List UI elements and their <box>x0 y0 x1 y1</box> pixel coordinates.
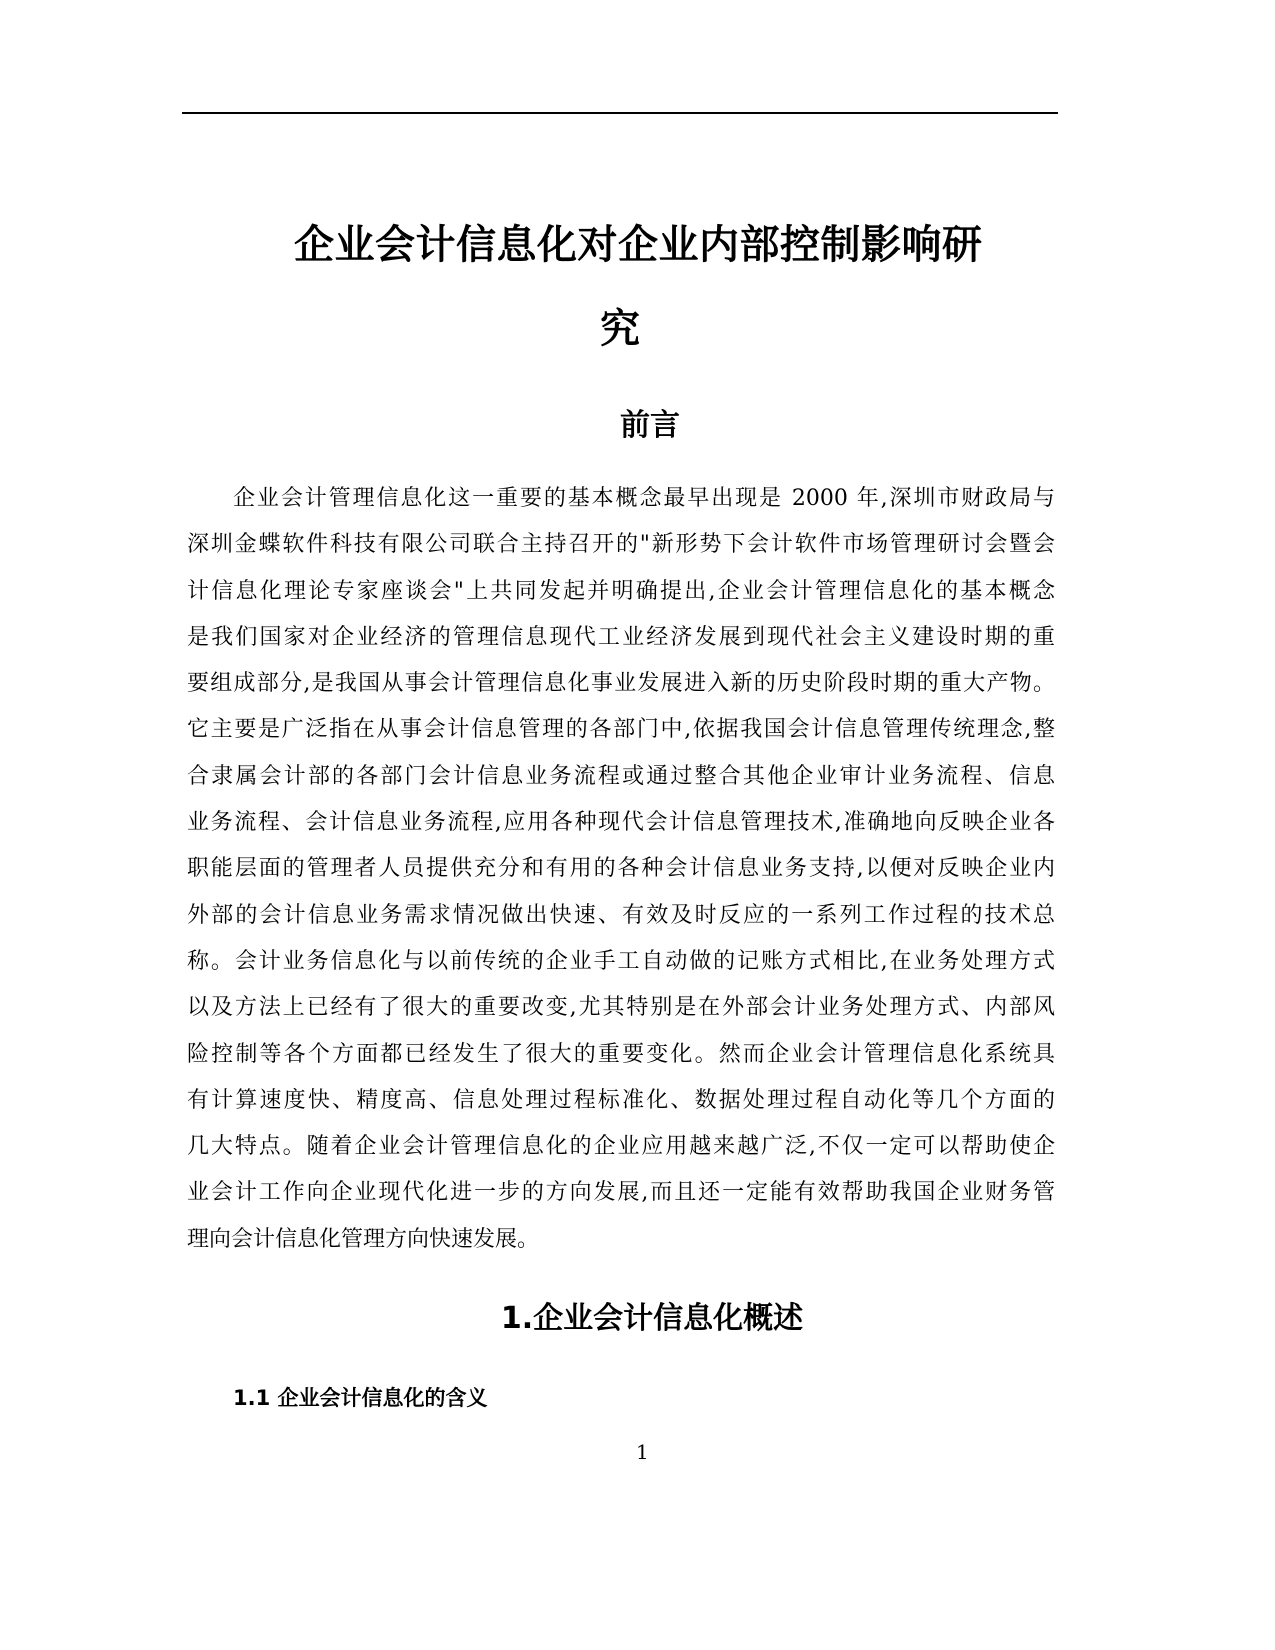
paragraph-line: 它主要是广泛指在从事会计信息管理的各部门中,依据我国会计信息管理传统理念,整 <box>187 717 1055 743</box>
paragraph-line: 业务流程、会计信息业务流程,应用各种现代会计信息管理技术,准确地向反映企业各 <box>187 810 1055 836</box>
preface-heading: 前言 <box>620 408 680 443</box>
paragraph-line: 业会计工作向企业现代化进一步的方向发展,而且还一定能有效帮助我国企业财务管 <box>187 1180 1055 1206</box>
paragraph-line: 几大特点。随着企业会计管理信息化的企业应用越来越广泛,不仅一定可以帮助使企 <box>187 1134 1055 1160</box>
paragraph-line: 称。会计业务信息化与以前传统的企业手工自动做的记账方式相比,在业务处理方式 <box>187 948 1055 974</box>
paragraph-line: 理向会计信息化管理方向快速发展。 <box>187 1226 540 1252</box>
paragraph-line: 企业会计管理信息化这一重要的基本概念最早出现是 2000 年,深圳市财政局与 <box>233 486 1055 511</box>
paragraph-line: 深圳金蝶软件科技有限公司联合主持召开的"新形势下会计软件市场管理研讨会暨会 <box>187 532 1055 558</box>
paragraph-line: 险控制等各个方面都已经发生了很大的重要变化。然而企业会计管理信息化系统具 <box>187 1041 1055 1067</box>
paragraph-line: 合隶属会计部的各部门会计信息业务流程或通过整合其他企业审计业务流程、信息 <box>187 763 1055 789</box>
paragraph-line: 外部的会计信息业务需求情况做出快速、有效及时反应的一系列工作过程的技术总 <box>187 902 1055 928</box>
section-1-heading: 1.企业会计信息化概述 <box>500 1301 804 1336</box>
section-1-1-heading: 1.1 企业会计信息化的含义 <box>233 1386 488 1410</box>
paragraph-line: 有计算速度快、精度高、信息处理过程标准化、数据处理过程自动化等几个方面的 <box>187 1087 1055 1113</box>
paragraph-line: 以及方法上已经有了很大的重要改变,尤其特别是在外部会计业务处理方式、内部风 <box>187 995 1055 1021</box>
paragraph-line: 要组成部分,是我国从事会计管理信息化事业发展进入新的历史阶段时期的重大产物。 <box>187 671 1055 697</box>
paragraph-line: 计信息化理论专家座谈会"上共同发起并明确提出,企业会计管理信息化的基本概念 <box>187 578 1055 604</box>
page-number: 1 <box>636 1440 649 1464</box>
preface-paragraph <box>187 482 1055 1269</box>
paragraph-line: 是我们国家对企业经济的管理信息现代工业经济发展到现代社会主义建设时期的重 <box>187 624 1055 650</box>
document-title-line-1: 企业会计信息化对企业内部控制影响研 <box>294 222 983 268</box>
paragraph-line: 职能层面的管理者人员提供充分和有用的各种会计信息业务支持,以便对反映企业内 <box>187 856 1055 882</box>
header-rule <box>182 112 1058 114</box>
document-title-line-2: 究 <box>600 306 640 352</box>
